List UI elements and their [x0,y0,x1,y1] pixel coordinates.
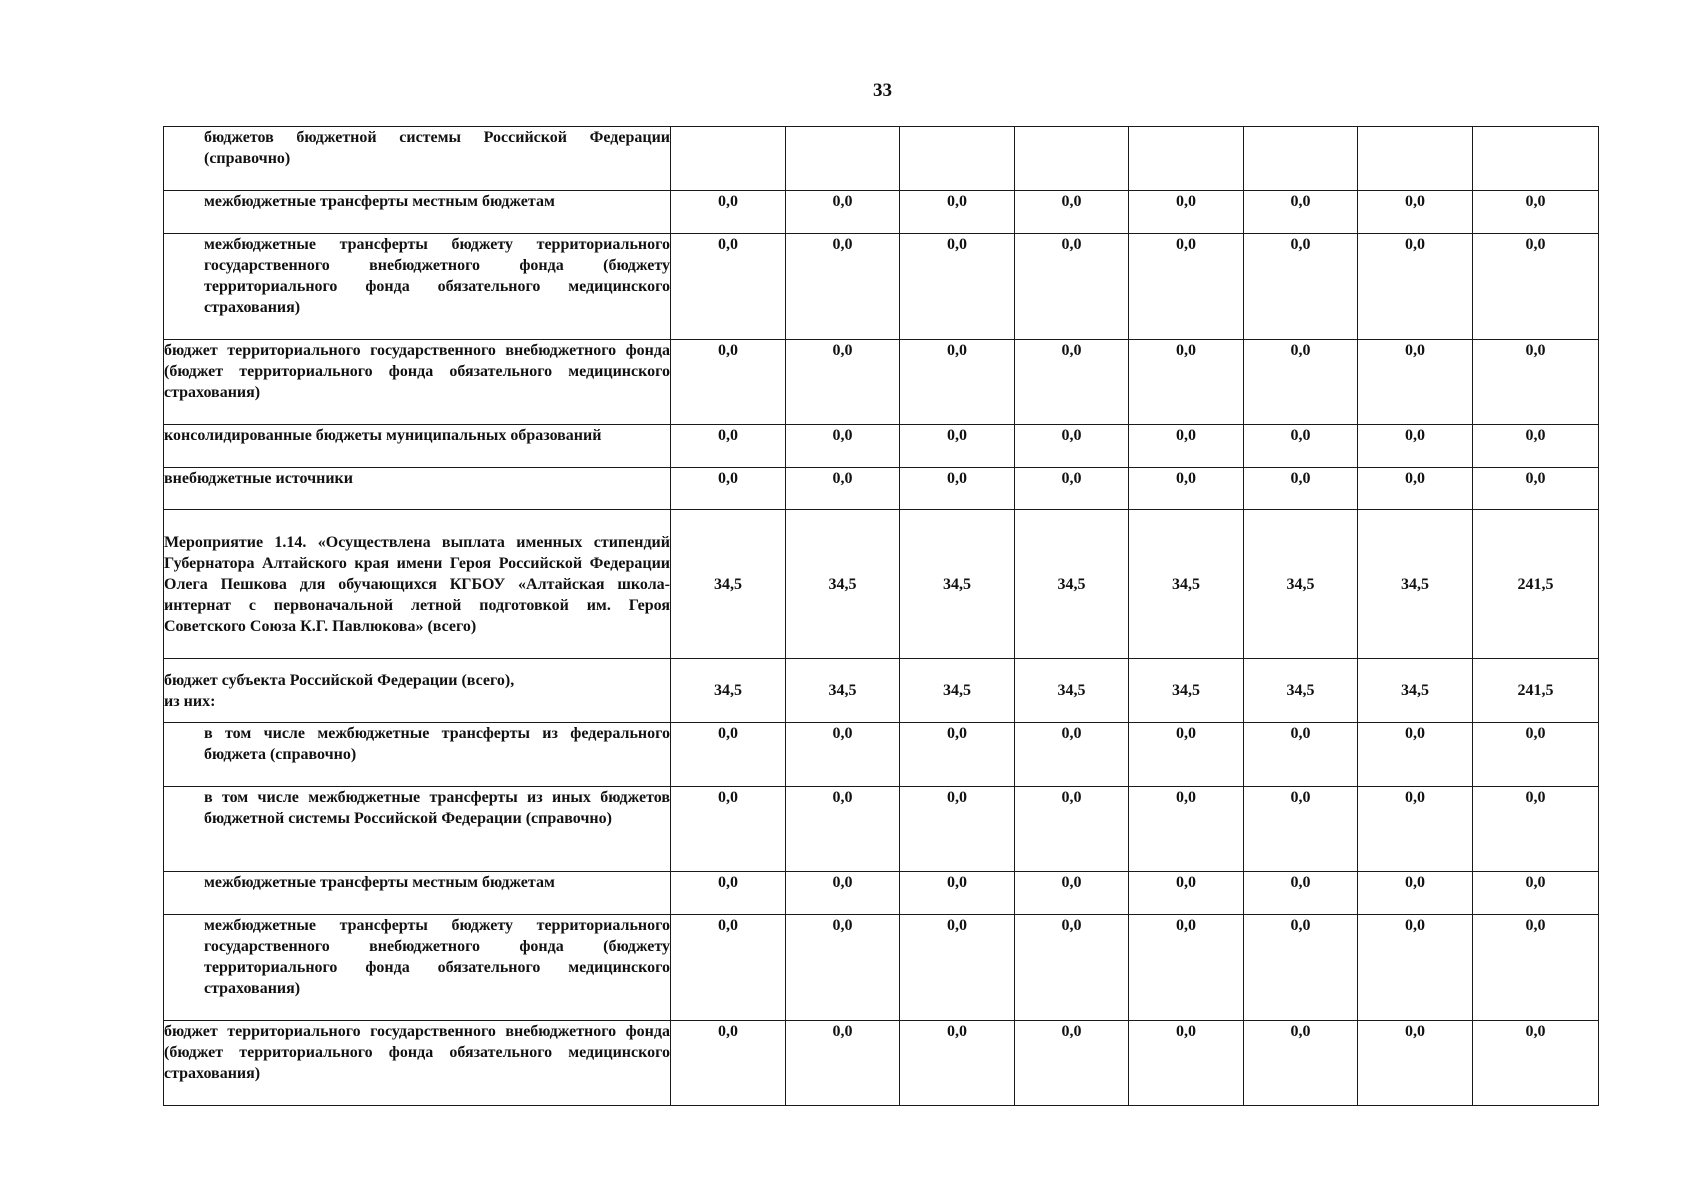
value-cell: 0,0 [900,1021,1015,1106]
value-cell: 0,0 [1015,915,1129,1021]
value-cell: 0,0 [900,425,1015,468]
value-cell: 34,5 [900,659,1015,723]
value-cell: 0,0 [786,872,900,915]
row-label: Мероприятие 1.14. «Осуществлена выплата именных стипендий Губернатора Алтайского края имени Героя Российской Федерации Олега Пешкова для обучающихся КГБОУ «Алтайская школа-интернат с первоначальной летной подготовкой им. Героя Советского Союза К.Г. Павлюкова» (всего) [164,510,671,659]
table-body [164,127,1599,1106]
value-cell: 0,0 [786,915,900,1021]
table-row [164,425,1599,468]
row-label: бюджет территориального государственного внебюджетного фонда (бюджет территориального фонда обязательного медицинского страхования) [164,340,671,425]
value-cell: 0,0 [1473,915,1599,1021]
value-cell: 34,5 [786,659,900,723]
value-cell: 0,0 [1473,787,1599,872]
value-cell: 0,0 [1244,787,1358,872]
value-cell: 34,5 [1244,510,1358,659]
row-label: бюджетов бюджетной системы Российской Федерации (справочно) [164,127,671,191]
value-cell: 0,0 [1129,723,1244,787]
value-cell: 0,0 [900,234,1015,340]
value-cell: 0,0 [671,915,786,1021]
value-cell: 0,0 [1473,425,1599,468]
value-cell: 34,5 [671,510,786,659]
value-cell: 0,0 [1015,425,1129,468]
value-cell: 0,0 [1473,723,1599,787]
row-label: межбюджетные трансферты бюджету территориального государственного внебюджетного фонда (бюджету территориального фонда обязательного медицинского страхования) [164,915,671,1021]
value-cell: 0,0 [1358,340,1473,425]
value-cell: 0,0 [1473,872,1599,915]
value-cell: 0,0 [1244,191,1358,234]
value-cell: 0,0 [1358,1021,1473,1106]
row-label: в том числе межбюджетные трансферты из иных бюджетов бюджетной системы Российской Федерации (справочно) [164,787,671,872]
value-cell: 0,0 [1358,872,1473,915]
table-row [164,659,1599,723]
value-cell: 0,0 [1358,787,1473,872]
row-label: бюджет субъекта Российской Федерации (всего), из них: [164,659,671,723]
value-cell [786,127,900,191]
table-row [164,127,1599,191]
table-row [164,787,1599,872]
table-row [164,191,1599,234]
table-row [164,1021,1599,1106]
value-cell: 0,0 [1473,234,1599,340]
value-cell: 0,0 [1358,191,1473,234]
value-cell: 0,0 [1015,1021,1129,1106]
value-cell: 0,0 [900,340,1015,425]
value-cell: 0,0 [671,425,786,468]
value-cell: 0,0 [1129,425,1244,468]
value-cell: 0,0 [900,872,1015,915]
table-row [164,234,1599,340]
value-cell: 0,0 [1358,425,1473,468]
value-cell [1358,127,1473,191]
value-cell: 0,0 [786,1021,900,1106]
value-cell: 0,0 [786,468,900,510]
value-cell: 0,0 [1473,191,1599,234]
value-cell: 0,0 [671,723,786,787]
value-cell: 34,5 [1129,659,1244,723]
value-cell: 0,0 [1244,234,1358,340]
value-cell: 34,5 [786,510,900,659]
value-cell: 0,0 [1129,872,1244,915]
value-cell: 34,5 [1015,659,1129,723]
value-cell: 0,0 [1129,787,1244,872]
value-cell: 0,0 [1473,1021,1599,1106]
value-cell: 0,0 [1358,234,1473,340]
table-row [164,872,1599,915]
value-cell: 0,0 [786,425,900,468]
value-cell: 0,0 [1244,1021,1358,1106]
value-cell: 0,0 [671,234,786,340]
value-cell: 0,0 [1129,191,1244,234]
value-cell: 0,0 [1244,723,1358,787]
value-cell [671,127,786,191]
value-cell: 0,0 [1244,425,1358,468]
value-cell: 0,0 [786,191,900,234]
value-cell [1244,127,1358,191]
value-cell: 0,0 [1129,340,1244,425]
value-cell: 241,5 [1473,659,1599,723]
value-cell [1473,127,1599,191]
value-cell: 0,0 [1244,340,1358,425]
value-cell: 0,0 [786,723,900,787]
value-cell: 0,0 [1015,468,1129,510]
row-label: в том числе межбюджетные трансферты из федерального бюджета (справочно) [164,723,671,787]
row-label: межбюджетные трансферты местным бюджетам [164,872,671,915]
row-label: консолидированные бюджеты муниципальных образований [164,425,671,468]
value-cell: 0,0 [1015,872,1129,915]
value-cell: 0,0 [900,915,1015,1021]
budget-table [163,126,1599,1106]
row-label: внебюджетные источники [164,468,671,510]
value-cell [900,127,1015,191]
value-cell: 0,0 [1015,191,1129,234]
value-cell: 0,0 [671,787,786,872]
value-cell: 0,0 [1244,468,1358,510]
value-cell: 0,0 [671,191,786,234]
table-row [164,915,1599,1021]
row-label: бюджет территориального государственного внебюджетного фонда (бюджет территориального фонда обязательного медицинского страхования) [164,1021,671,1106]
value-cell: 0,0 [1358,723,1473,787]
value-cell: 34,5 [900,510,1015,659]
table-row [164,340,1599,425]
value-cell: 34,5 [1015,510,1129,659]
value-cell: 0,0 [1129,234,1244,340]
value-cell: 0,0 [900,787,1015,872]
value-cell: 0,0 [1244,872,1358,915]
value-cell: 0,0 [1473,468,1599,510]
value-cell: 0,0 [1473,340,1599,425]
value-cell: 34,5 [1244,659,1358,723]
value-cell: 0,0 [900,723,1015,787]
value-cell: 0,0 [900,191,1015,234]
page-number: 33 [873,80,892,101]
value-cell: 34,5 [1358,659,1473,723]
value-cell: 0,0 [671,468,786,510]
value-cell: 0,0 [786,234,900,340]
table-row [164,510,1599,659]
row-label: межбюджетные трансферты бюджету территориального государственного внебюджетного фонда (бюджету территориального фонда обязательного медицинского страхования) [164,234,671,340]
value-cell: 34,5 [1358,510,1473,659]
value-cell [1129,127,1244,191]
table-row [164,723,1599,787]
value-cell: 0,0 [1244,915,1358,1021]
value-cell: 0,0 [786,340,900,425]
value-cell: 0,0 [671,872,786,915]
value-cell: 34,5 [1129,510,1244,659]
value-cell: 0,0 [1358,468,1473,510]
value-cell: 0,0 [900,468,1015,510]
value-cell: 241,5 [1473,510,1599,659]
value-cell: 0,0 [1129,915,1244,1021]
value-cell: 0,0 [786,787,900,872]
value-cell: 0,0 [1015,234,1129,340]
value-cell: 0,0 [1129,1021,1244,1106]
value-cell: 0,0 [1129,468,1244,510]
value-cell: 0,0 [671,1021,786,1106]
value-cell [1015,127,1129,191]
value-cell: 34,5 [671,659,786,723]
table-row [164,468,1599,510]
value-cell: 0,0 [671,340,786,425]
value-cell: 0,0 [1015,723,1129,787]
value-cell: 0,0 [1015,340,1129,425]
value-cell: 0,0 [1358,915,1473,1021]
row-label: межбюджетные трансферты местным бюджетам [164,191,671,234]
value-cell: 0,0 [1015,787,1129,872]
